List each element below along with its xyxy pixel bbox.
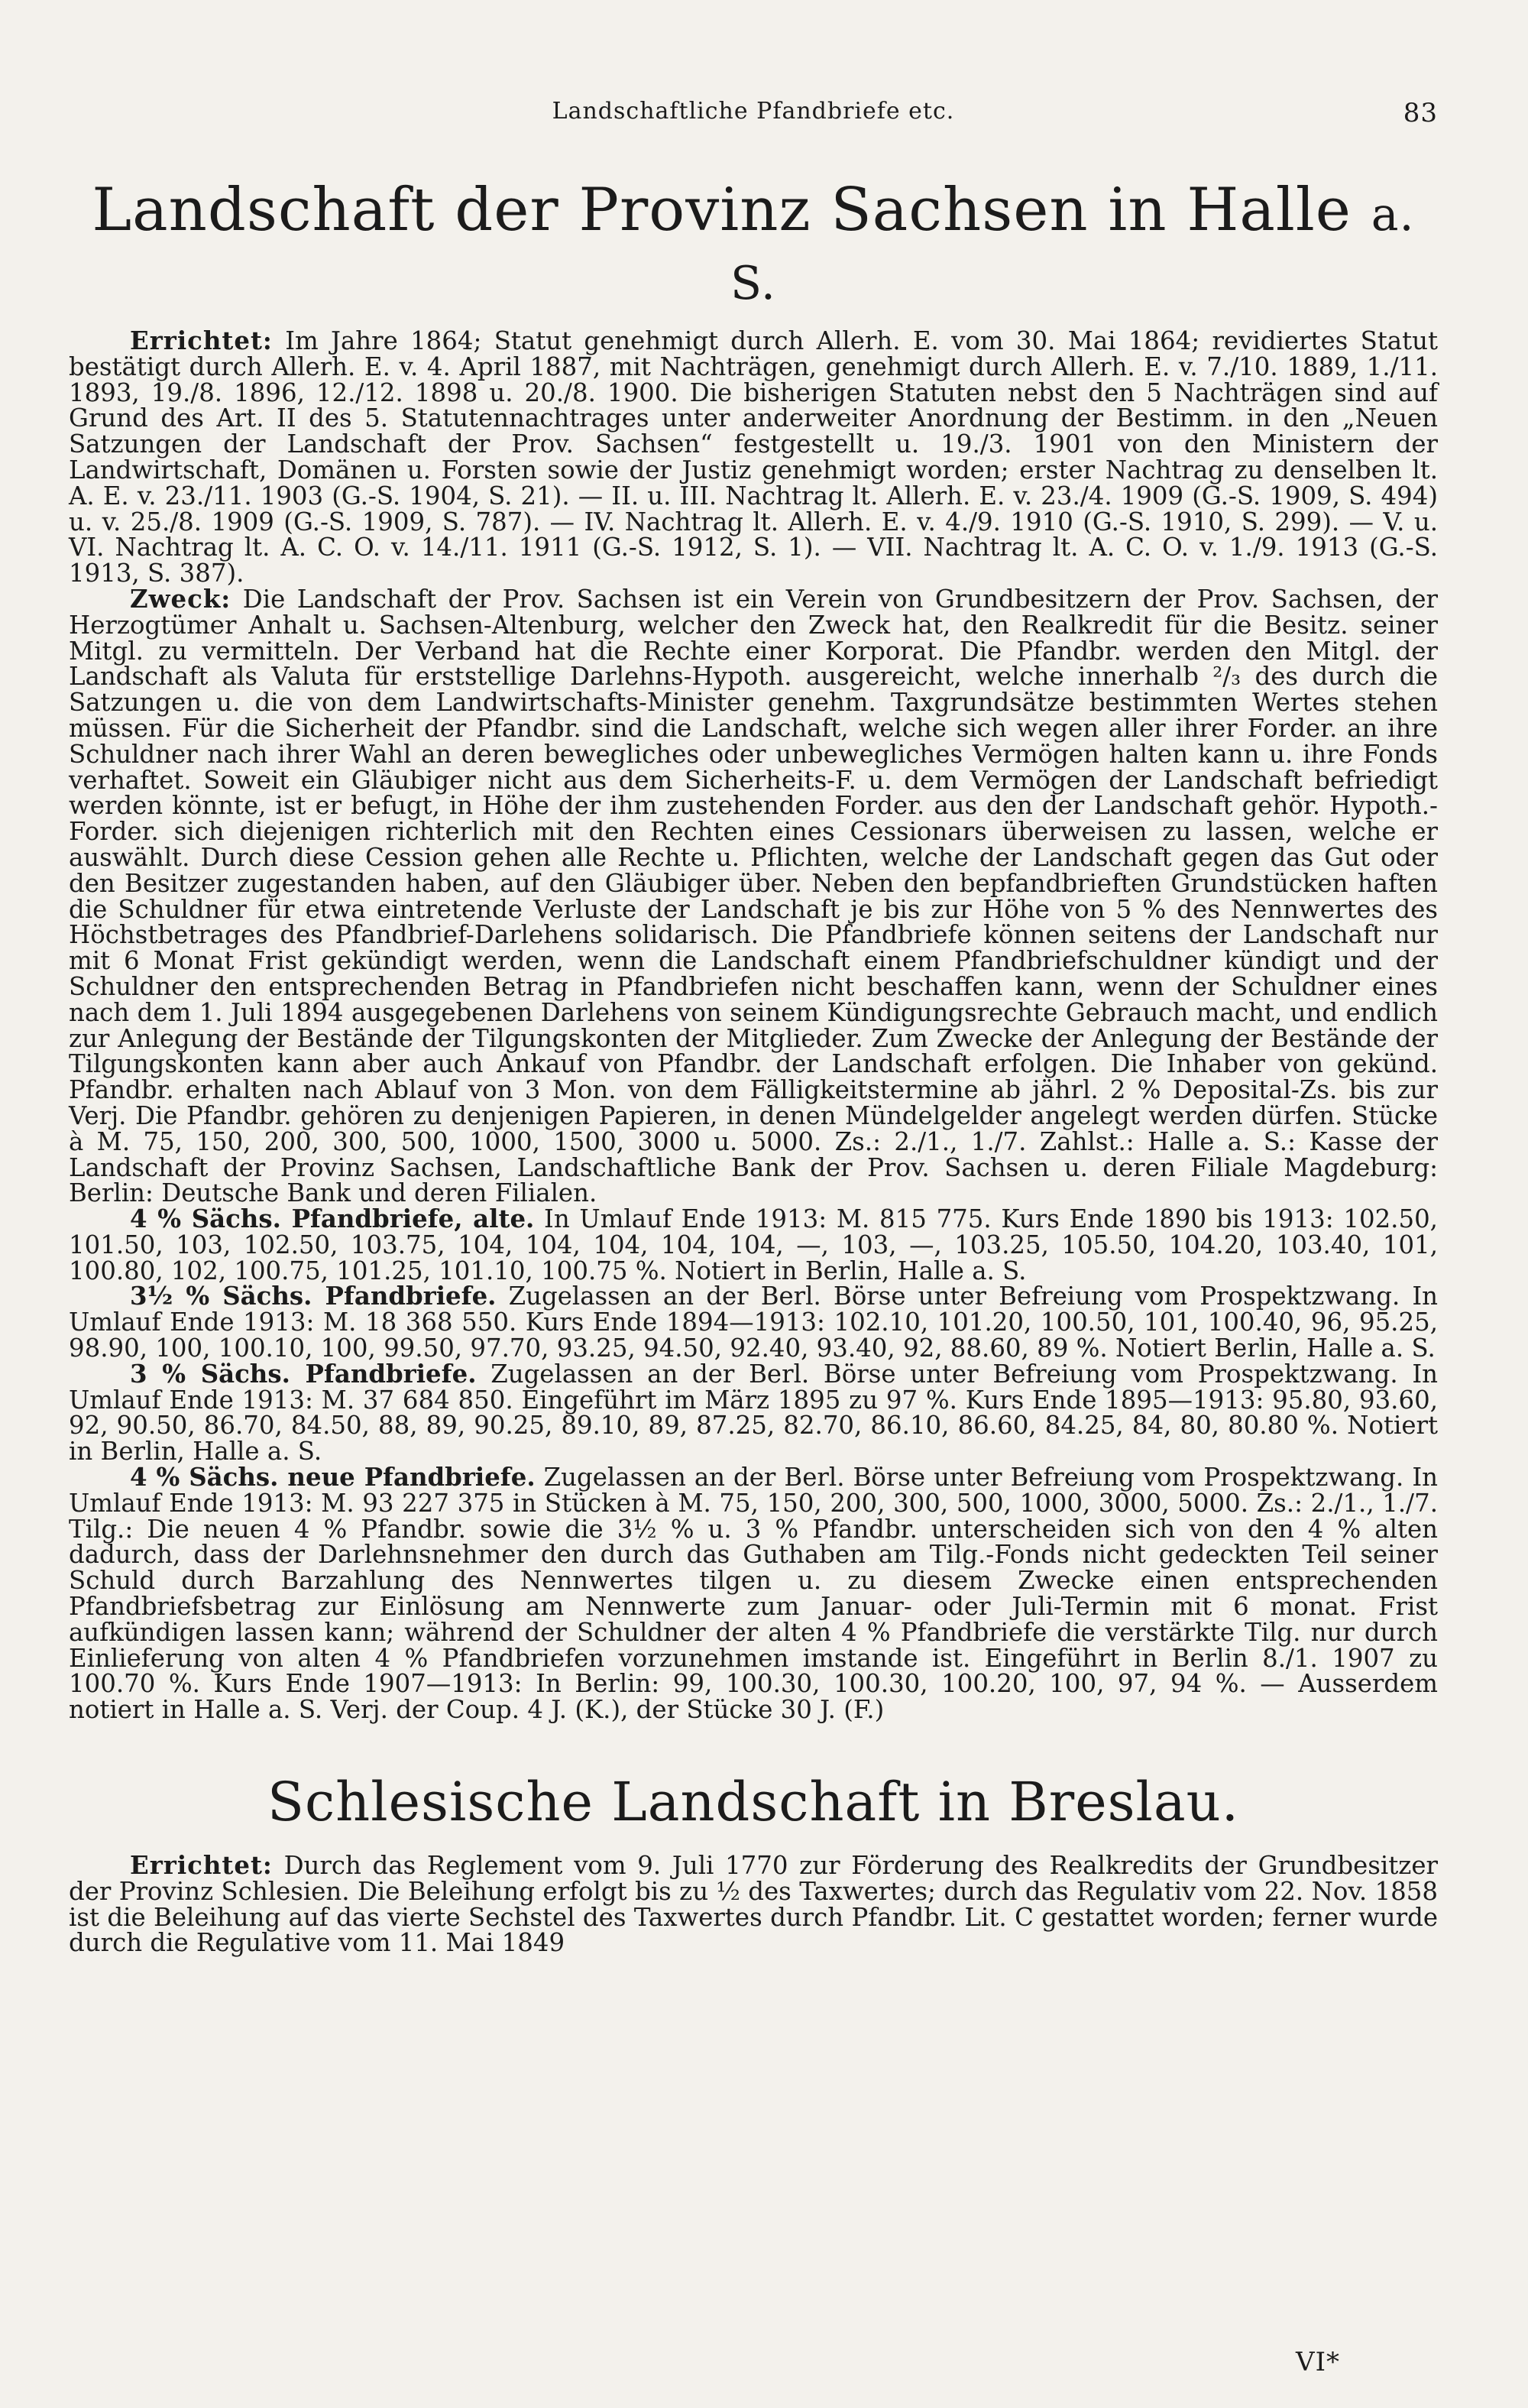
- section-title-suffix: a. S.: [730, 188, 1415, 310]
- running-header: [69, 90, 1438, 136]
- label-bond-3-5: 3½ % Sächs. Pfandbriefe.: [130, 1282, 497, 1311]
- section-schlesien: [69, 1853, 1438, 1956]
- text-bond-4-neue: Zugelassen an der Berl. Börse unter Befreiung vom Prospektzwang. In Umlauf Ende 1913: M. 93 227 375 in Stücken à M. 75, 150, 200, 300, 500, 1000, 3000, 5000. Zs.: 2./1., 1./7. Tilg.: Die neuen 4 % Pfandbr. sowie die 3½ % u. 3 % Pfandbr. unterscheiden sich von den 4 % alten dadurch, dass der Darlehnsnehmer den durch das Guthaben am Tilg.-Fonds nicht gedeckten Teil seiner Schuld durch Barzahlung des Nennwertes tilgen u. zu diesem Zwecke einen entsprechenden Pfandbriefsbetrag zur Einlösung am Nennwerte zum Januar- oder Juli-Termin mit 6 monat. Frist aufkündigen lassen kann; während der Schuldner der alten 4 % Pfandbriefe die verstärkte Tilg. nur durch Einlieferung von alten 4 % Pfandbriefen vorzunehmen imstande ist. Eingeführt in Berlin 8./1. 1907 zu 100.70 %. Kurs Ende 1907—1913: In Berlin: 99, 100.30, 100.30, 100.20, 100, 97, 94 %. — Ausserdem notiert in Halle a. S. Verj. der Coup. 4 J. (K.), der Stücke 30 J. (F.): [69, 1463, 1438, 1725]
- paragraph-zweck: [69, 584, 1439, 1208]
- section-title-schlesien: Schlesische Landschaft in Breslau.: [267, 1771, 1240, 1834]
- running-title: Landschaftliche Pfandbriefe etc.: [552, 98, 955, 125]
- text-zweck: Die Landschaft der Prov. Sachsen ist ein Verein von Grundbesitzern der Prov. Sachsen, der Herzogtümer Anhalt u. Sachsen-Altenburg, welcher den Zweck hat, den Realkredit für die Besitz. seiner Mitgl. zu vermitteln. Der Verband hat die Rechte einer Korporat. Die Pfandbr. werden den Mitgl. der Landschaft als Valuta für erststellige Darlehns-Hypoth. ausgereicht, welche innerhalb ²/₃ des durch die Satzungen u. die von dem Landwirtschafts-Minister genehm. Taxgrundsätze bestimmten Wertes stehen müssen. Für die Sicherheit der Pfandbr. sind die Landschaft, welche sich wegen aller ihrer Forder. an ihre Schuldner nach ihrer Wahl an deren bewegliches oder unbewegliches Vermögen halten kann u. ihre Fonds verhaftet. Soweit ein Gläubiger nicht aus dem Sicherheits-F. u. dem Vermögen der Landschaft befriedigt werden könnte, ist er befugt, in Höhe der ihm zustehenden Forder. aus den der Landschaft gehör. Hypoth.-Forder. sich diejenigen richterlich mit den Rechten eines Cessionars überweisen zu lassen, welche er auswählt. Durch diese Cession gehen alle Rechte u. Pflichten, welche der Landschaft gegen das Gut oder den Besitzer zugestanden haben, auf den Gläubiger über. Neben den bepfandbrieften Grundstücken haften die Schuldner für etwa eintretende Verluste der Landschaft je bis zur Höhe von 5 % des Nennwertes des Höchstbetrages des Pfandbrief-Darlehens solidarisch. Die Pfandbriefe können seitens der Landschaft nur mit 6 Monat Frist gekündigt werden, wenn die Landschaft einem Pfandbriefschuldner kündigt und der Schuldner den entsprechenden Betrag in Pfandbriefen nicht beschaffen kann, wenn der Schuldner eines nach dem 1. Juli 1894 ausgegebenen Darlehens von seinem Kündigungsrechte Gebrauch macht, und endlich zur Anlegung der Bestände der Tilgungskonten der Mitglieder. Zum Zwecke der Anlegung der Bestände der Tilgungskonten kann aber auch Ankauf von Pfandbr. der Landschaft erfolgen. Die Inhaber von gekünd. Pfandbr. erhalten nach Ablauf von 3 Mon. von dem Fälligkeitstermine ab jährl. 2 % Deposital-Zs. bis zur Verj. Die Pfandbr. gehören zu denjenigen Papieren, in denen Mündelgelder angelegt werden dürfen. Stücke à M. 75, 150, 200, 300, 500, 1000, 1500, 3000 u. 5000. Zs.: 2./1., 1./7. Zahlst.: Halle a. S.: Kasse der Landschaft der Provinz Sachsen, Landschaftliche Bank der Prov. Sachsen u. deren Filiale Magdeburg: Berlin: Deutsche Bank und deren Filialen.: [69, 584, 1439, 1208]
- text-bond-3: Zugelassen an der Berl. Börse unter Befreiung vom Prospektzwang. In Umlauf Ende 1913: M. 37 684 850. Eingeführt im März 1895 zu 97 %. Kurs Ende 1895—1913: 95.80, 93.60, 92, 90.50, 86.70, 84.50, 88, 89, 90.25, 89.10, 89, 87.25, 82.70, 86.10, 86.60, 84.25, 84, 80, 80.80 %. Notiert in Berlin, Halle a. S.: [69, 1359, 1439, 1467]
- label-zweck: Zweck:: [130, 584, 231, 614]
- label-errichtet: Errichtet:: [130, 326, 273, 355]
- paragraph-bond-3-5: [69, 1284, 1438, 1361]
- text-errichtet: Im Jahre 1864; Statut genehmigt durch Allerh. E. vom 30. Mai 1864; revidiertes Statut bestätigt durch Allerh. E. v. 4. April 1887, mit Nachträgen, genehmigt durch Allerh. E. v. 7./10. 1889, 1./11. 1893, 19./8. 1896, 12./12. 1898 u. 20./8. 1900. Die bisherigen Statuten nebst den 5 Nachträgen sind auf Grund des Art. II des 5. Statutennachtrages unter anderweiter Anordnung der Bestimm. in den „Neuen Satzungen der Landschaft der Prov. Sachsen“ festgestellt u. 19./3. 1901 von den Ministern der Landwirtschaft, Domänen u. Forsten sowie der Justiz genehmigt worden; erster Nachtrag zu denselben lt. A. E. v. 23./11. 1903 (G.-S. 1904, S. 21). — II. u. III. Nachtrag lt. Allerh. E. v. 23./4. 1909 (G.-S. 1909, S. 494) u. v. 25./8. 1909 (G.-S. 1909, S. 787). — IV. Nachtrag lt. Allerh. E. v. 4./9. 1910 (G.-S. 1910, S. 299). — V. u. VI. Nachtrag lt. A. C. O. v. 14./11. 1911 (G.-S. 1912, S. 1). — VII. Nachtrag lt. A. C. O. v. 1./9. 1913 (G.-S. 1913, S. 387).: [69, 326, 1439, 588]
- label-schlesien-errichtet: Errichtet:: [130, 1851, 273, 1881]
- paragraph-bond-3: [69, 1359, 1439, 1467]
- label-bond-4-neue: 4 % Sächs. neue Pfandbriefe.: [130, 1463, 536, 1492]
- section-sachsen: [69, 326, 1439, 1725]
- section-title-main: Landschaft der Provinz Sachsen in Halle: [92, 176, 1352, 245]
- text-bond-4-alte: In Umlauf Ende 1913: M. 815 775. Kurs Ende 1890 bis 1913: 102.50, 101.50, 103, 102.50, 103.75, 104, 104, 104, 104, 104, —, 103, —, 103.25, 105.50, 104.20, 103.40, 101, 100.80, 102, 100.75, 101.25, 101.10, 100.75 %. Notiert in Berlin, Halle a. S.: [69, 1204, 1438, 1285]
- paragraph-schlesien-errichtet: [69, 1853, 1438, 1956]
- paragraph-errichtet: [69, 326, 1439, 588]
- text-schlesien-errichtet: Durch das Reglement vom 9. Juli 1770 zur Förderung des Realkredits der Grundbesitzer der Provinz Schlesien. Die Beleihung erfolgt bis zu ½ des Taxwertes; durch das Regulativ vom 22. Nov. 1858 ist die Beleihung auf das vierte Sechstel des Taxwertes durch Pfandbr. Lit. C gestattet worden; ferner wurde durch die Regulative vom 11. Mai 1849: [69, 1851, 1438, 1958]
- paragraph-bond-4-neue: [69, 1465, 1438, 1723]
- paragraph-bond-4-alte: [69, 1204, 1438, 1285]
- section-title-sachsen: [69, 176, 1438, 313]
- label-bond-4-alte: 4 % Sächs. Pfandbriefe, alte.: [130, 1204, 535, 1234]
- label-bond-3: 3 % Sächs. Pfandbriefe.: [130, 1359, 477, 1389]
- signature-mark: VI*: [1296, 2347, 1340, 2377]
- page-number: 83: [1403, 98, 1438, 128]
- text-bond-3-5: Zugelassen an der Berl. Börse unter Befreiung vom Prospektzwang. In Umlauf Ende 1913: M. 18 368 550. Kurs Ende 1894—1913: 102.10, 101.20, 100.50, 101, 100.40, 96, 95.25, 98.90, 100, 100.10, 100, 99.50, 97.70, 93.25, 94.50, 92.40, 93.40, 92, 88.60, 89 %. Notiert Berlin, Halle a. S.: [69, 1282, 1439, 1363]
